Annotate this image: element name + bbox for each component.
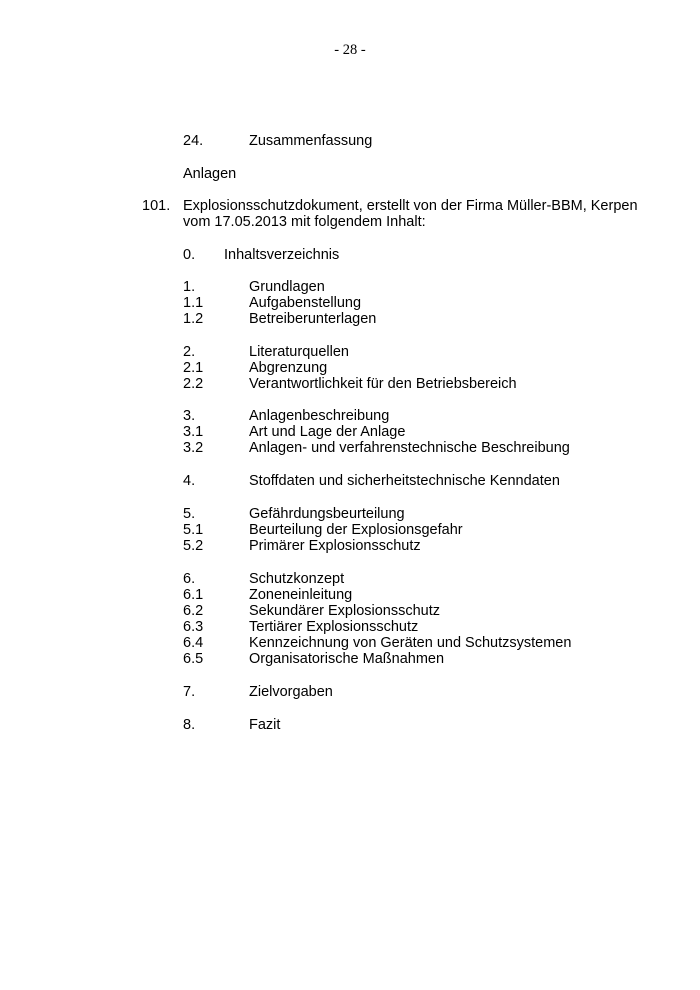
- toc-entry-number: 6.1: [183, 587, 204, 603]
- section-number: 24.: [183, 133, 204, 149]
- toc-entry-title: Stoffdaten und sicherheitstechnische Kenndaten: [249, 473, 560, 489]
- toc-entry-number: 6.: [183, 571, 196, 587]
- toc-entry-number: 7.: [183, 684, 196, 700]
- toc-entry-title: Inhaltsverzeichnis: [224, 247, 340, 263]
- toc-entry-title: Betreiberunterlagen: [249, 311, 377, 327]
- toc-entry-number: 6.2: [183, 603, 204, 619]
- anlagen-heading: Anlagen: [183, 166, 237, 182]
- toc-entry-title: Art und Lage der Anlage: [249, 424, 406, 440]
- item-text-line-1: Explosionsschutzdokument, erstellt von der Firma Müller-BBM, Kerpen: [183, 198, 638, 214]
- toc-entry-number: 1.1: [183, 295, 204, 311]
- toc-entry-title: Abgrenzung: [249, 360, 328, 376]
- toc-entry-number: 2.1: [183, 360, 204, 376]
- toc-entry-title: Organisatorische Maßnahmen: [249, 651, 445, 667]
- toc-entry-title: Grundlagen: [249, 279, 325, 295]
- toc-entry-title: Primärer Explosionsschutz: [249, 538, 421, 554]
- toc-entry-number: 2.: [183, 344, 196, 360]
- toc-entry-number: 8.: [183, 717, 196, 733]
- toc-entry-number: 6.5: [183, 651, 204, 667]
- toc-entry-number: 5.1: [183, 522, 204, 538]
- toc-entry-title: Anlagenbeschreibung: [249, 408, 390, 424]
- toc-entry-number: 2.2: [183, 376, 204, 392]
- toc-entry-title: Anlagen- und verfahrenstechnische Beschreibung: [249, 440, 570, 456]
- item-number: 101.: [142, 198, 171, 214]
- toc-entry-number: 6.3: [183, 619, 204, 635]
- toc-entry-number: 0.: [183, 247, 196, 263]
- toc-entry-title: Kennzeichnung von Geräten und Schutzsystemen: [249, 635, 572, 651]
- item-text-line-2: vom 17.05.2013 mit folgendem Inhalt:: [183, 214, 426, 230]
- toc-entry-number: 5.2: [183, 538, 204, 554]
- toc-entry-title: Literaturquellen: [249, 344, 349, 360]
- toc-entry-title: Fazit: [249, 717, 281, 733]
- toc-entry-title: Zoneneinleitung: [249, 587, 353, 603]
- toc-entry-title: Tertiärer Explosionsschutz: [249, 619, 419, 635]
- toc-entry-title: Zielvorgaben: [249, 684, 333, 700]
- toc-entry-number: 6.4: [183, 635, 204, 651]
- toc-entry-title: Sekundärer Explosionsschutz: [249, 603, 441, 619]
- toc-entry-number: 3.: [183, 408, 196, 424]
- toc-entry-title: Beurteilung der Explosionsgefahr: [249, 522, 463, 538]
- section-title: Zusammenfassung: [249, 133, 373, 149]
- toc-entry-title: Schutzkonzept: [249, 571, 345, 587]
- toc-entry-number: 3.1: [183, 424, 204, 440]
- toc-entry-number: 3.2: [183, 440, 204, 456]
- toc-entry-number: 4.: [183, 473, 196, 489]
- page-number: - 28 -: [334, 42, 366, 58]
- toc-entry-number: 1.: [183, 279, 196, 295]
- toc-entry-title: Verantwortlichkeit für den Betriebsbereich: [249, 376, 517, 392]
- toc-entry-title: Gefährdungsbeurteilung: [249, 506, 405, 522]
- toc-entry-number: 1.2: [183, 311, 204, 327]
- toc-entry-number: 5.: [183, 506, 196, 522]
- toc-entry-title: Aufgabenstellung: [249, 295, 362, 311]
